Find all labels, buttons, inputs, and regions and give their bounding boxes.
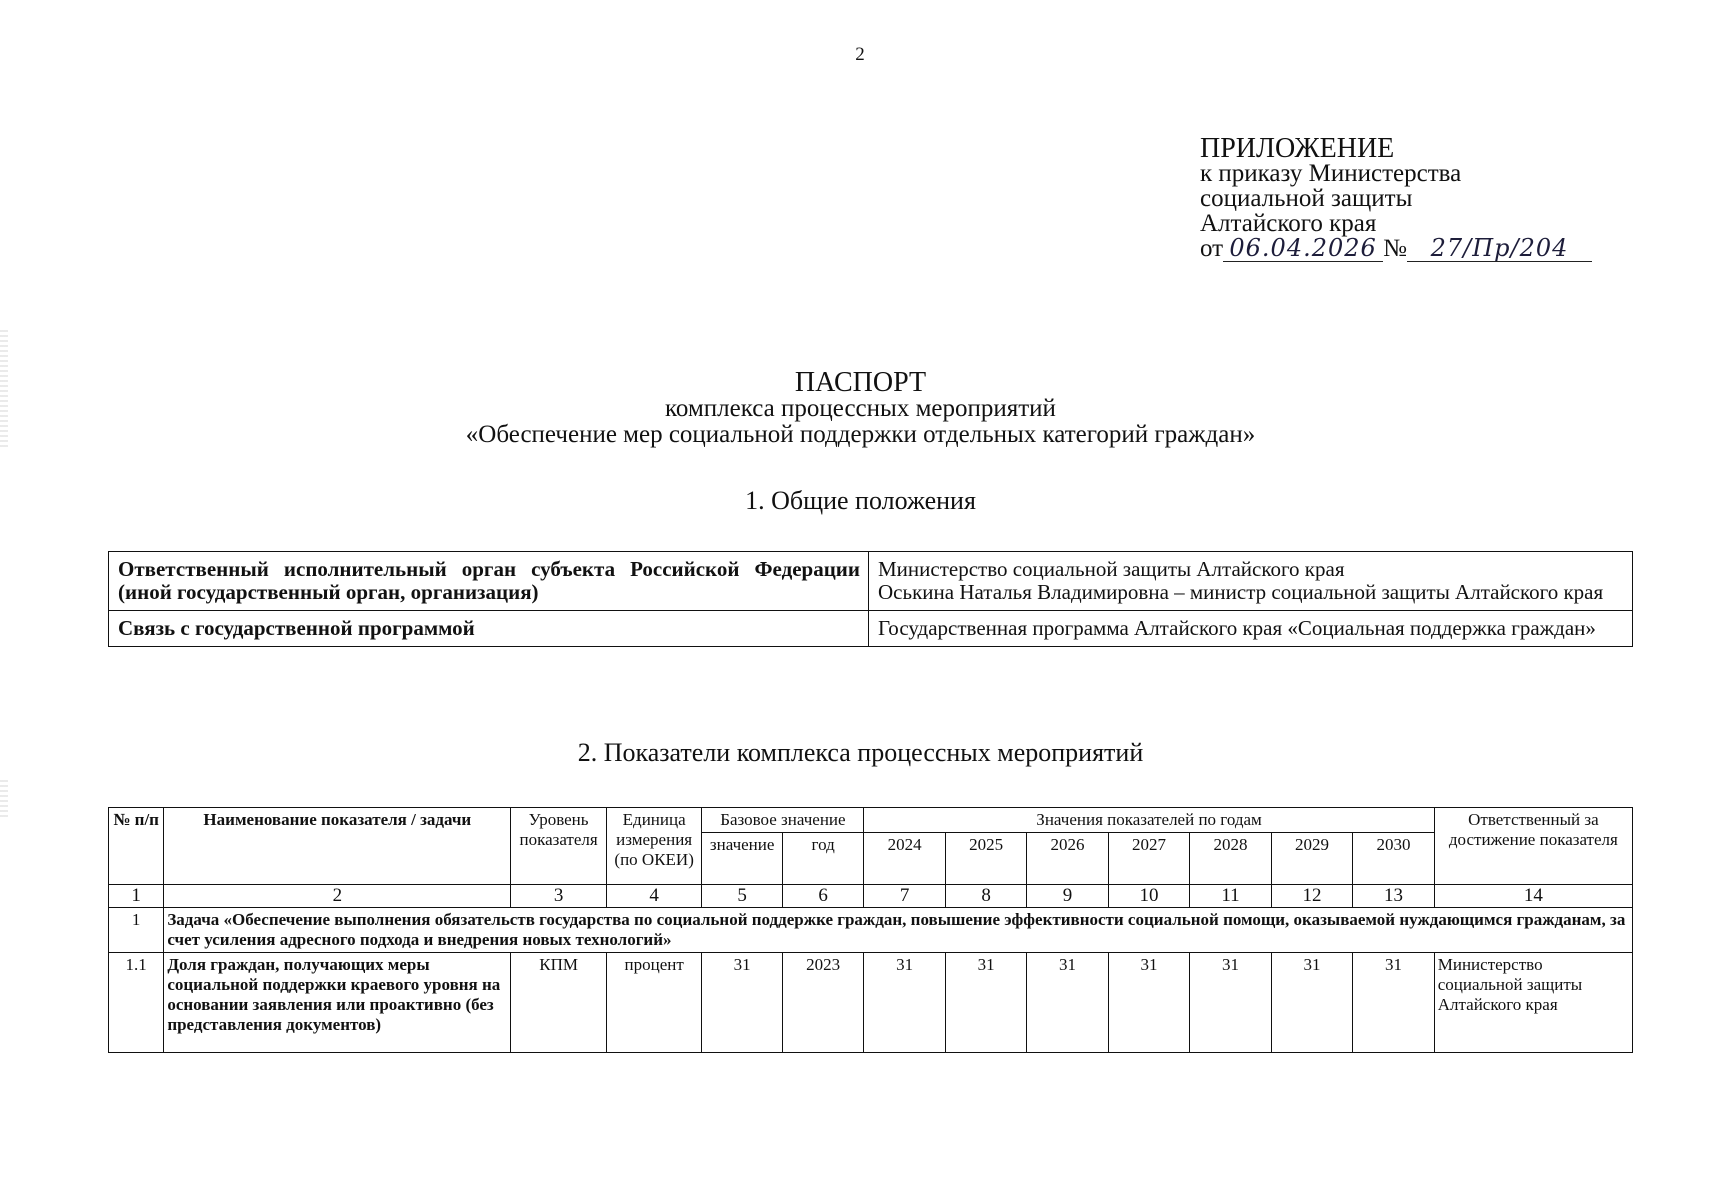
- document-title: [0, 367, 1721, 448]
- header-responsible: Ответственный за достижение показателя: [1434, 808, 1632, 885]
- header-base-year: год: [782, 833, 863, 885]
- indicators-table: [108, 807, 1633, 1053]
- appendix-line: социальной защиты: [1200, 185, 1413, 212]
- header-base: Базовое значение: [702, 808, 864, 833]
- header-year: 2026: [1027, 833, 1108, 885]
- appendix-block: [1200, 133, 1592, 262]
- row-level: КПМ: [511, 953, 607, 1053]
- row-year-value: 31: [1190, 953, 1271, 1053]
- column-number: 10: [1108, 885, 1189, 908]
- header-base-value: значение: [702, 833, 782, 885]
- column-number: 4: [606, 885, 702, 908]
- table-row: [109, 611, 1633, 647]
- column-number: 9: [1027, 885, 1108, 908]
- column-number: 6: [782, 885, 863, 908]
- title-heading: ПАСПОРТ: [794, 367, 927, 398]
- task-text: Задача «Обеспечение выполнения обязательств государства по социальной поддержке граждан, повышение эффективности социальной помощи, оказываемой нуждающимся гражданам, за счет усиления адресного подхода и внедрения новых технологий»: [167, 910, 1626, 949]
- column-number: 13: [1353, 885, 1435, 908]
- row-year-value: 31: [1353, 953, 1435, 1053]
- row-year-value: 31: [1108, 953, 1189, 1053]
- header-unit: Единица измерения (по ОКЕИ): [606, 808, 702, 885]
- header-year: 2030: [1353, 833, 1435, 885]
- header-row: [109, 808, 1633, 833]
- table-cell-label: [109, 552, 869, 611]
- header-name: [164, 808, 511, 885]
- table-cell-value: [869, 611, 1633, 647]
- scan-artifact: [0, 780, 8, 820]
- number-sign: №: [1383, 235, 1407, 262]
- row-responsible: Министерство социальной защиты Алтайского края: [1434, 953, 1632, 1053]
- section-heading: 2. Показатели комплекса процессных мероприятий: [577, 738, 1144, 767]
- title-line: «Обеспечение мер социальной поддержки отдельных категорий граждан»: [465, 421, 1256, 448]
- header-num: [109, 808, 164, 885]
- column-number: 8: [945, 885, 1026, 908]
- handwritten-number: 27/Пр/204: [1407, 236, 1592, 262]
- column-number: 7: [864, 885, 945, 908]
- section-heading: 1. Общие положения: [745, 486, 976, 515]
- page-number: 2: [855, 44, 865, 65]
- column-number: 3: [511, 885, 607, 908]
- row-year-value: 31: [1271, 953, 1352, 1053]
- general-provisions-table: [108, 551, 1633, 647]
- column-numbers-row: [109, 885, 1633, 908]
- column-number: 12: [1271, 885, 1352, 908]
- from-label: от: [1200, 235, 1224, 262]
- row-value: Государственная программа Алтайского края «Социальная поддержка граждан»: [878, 616, 1596, 640]
- row-label: Ответственный исполнительный орган субъекта Российской Федерации (иной государственный орган, организация): [118, 557, 860, 604]
- task-row: [109, 908, 1633, 953]
- table-row: [109, 552, 1633, 611]
- table-row: [109, 953, 1633, 1053]
- row-base-value: 31: [702, 953, 782, 1053]
- appendix-heading: ПРИЛОЖЕНИЕ: [1200, 133, 1395, 164]
- column-number: 5: [702, 885, 782, 908]
- appendix-line: к приказу Министерства: [1200, 160, 1462, 187]
- column-number: 2: [164, 885, 511, 908]
- header-year: 2024: [864, 833, 945, 885]
- row-value: Оськина Наталья Владимировна – министр социальной защиты Алтайского края: [878, 580, 1604, 604]
- handwritten-date: 06.04.2026: [1223, 236, 1383, 262]
- row-year-value: 31: [864, 953, 945, 1053]
- row-name: Доля граждан, получающих меры социальной поддержки краевого уровня на основании заявления или проактивно (без представления документов): [167, 955, 501, 1034]
- order-date-number: [1200, 236, 1592, 262]
- header-years-group: Значения показателей по годам: [864, 808, 1434, 833]
- row-year-value: 31: [1027, 953, 1108, 1053]
- header-year: 2027: [1108, 833, 1189, 885]
- title-line: комплекса процессных мероприятий: [665, 395, 1056, 422]
- header-year: 2028: [1190, 833, 1271, 885]
- table-cell-label: [109, 611, 869, 647]
- row-base-year: 2023: [782, 953, 863, 1053]
- header-label: № п/п: [113, 810, 159, 829]
- row-year-value: 31: [945, 953, 1026, 1053]
- column-number: 1: [109, 885, 164, 908]
- task-cell: [164, 908, 1633, 953]
- header-level: Уровень показателя: [511, 808, 607, 885]
- table-cell-value: [869, 552, 1633, 611]
- appendix-line: Алтайского края: [1200, 210, 1377, 237]
- row-unit: процент: [606, 953, 702, 1053]
- row-label: Связь с государственной программой: [118, 616, 475, 640]
- task-num: 1: [109, 908, 164, 953]
- column-number: 14: [1434, 885, 1632, 908]
- row-name-cell: [164, 953, 511, 1053]
- row-value: Министерство социальной защиты Алтайского края: [878, 557, 1345, 581]
- column-number: 11: [1190, 885, 1271, 908]
- row-num: 1.1: [109, 953, 164, 1053]
- header-label: Наименование показателя / задачи: [203, 810, 472, 829]
- header-year: 2025: [945, 833, 1026, 885]
- header-year: 2029: [1271, 833, 1352, 885]
